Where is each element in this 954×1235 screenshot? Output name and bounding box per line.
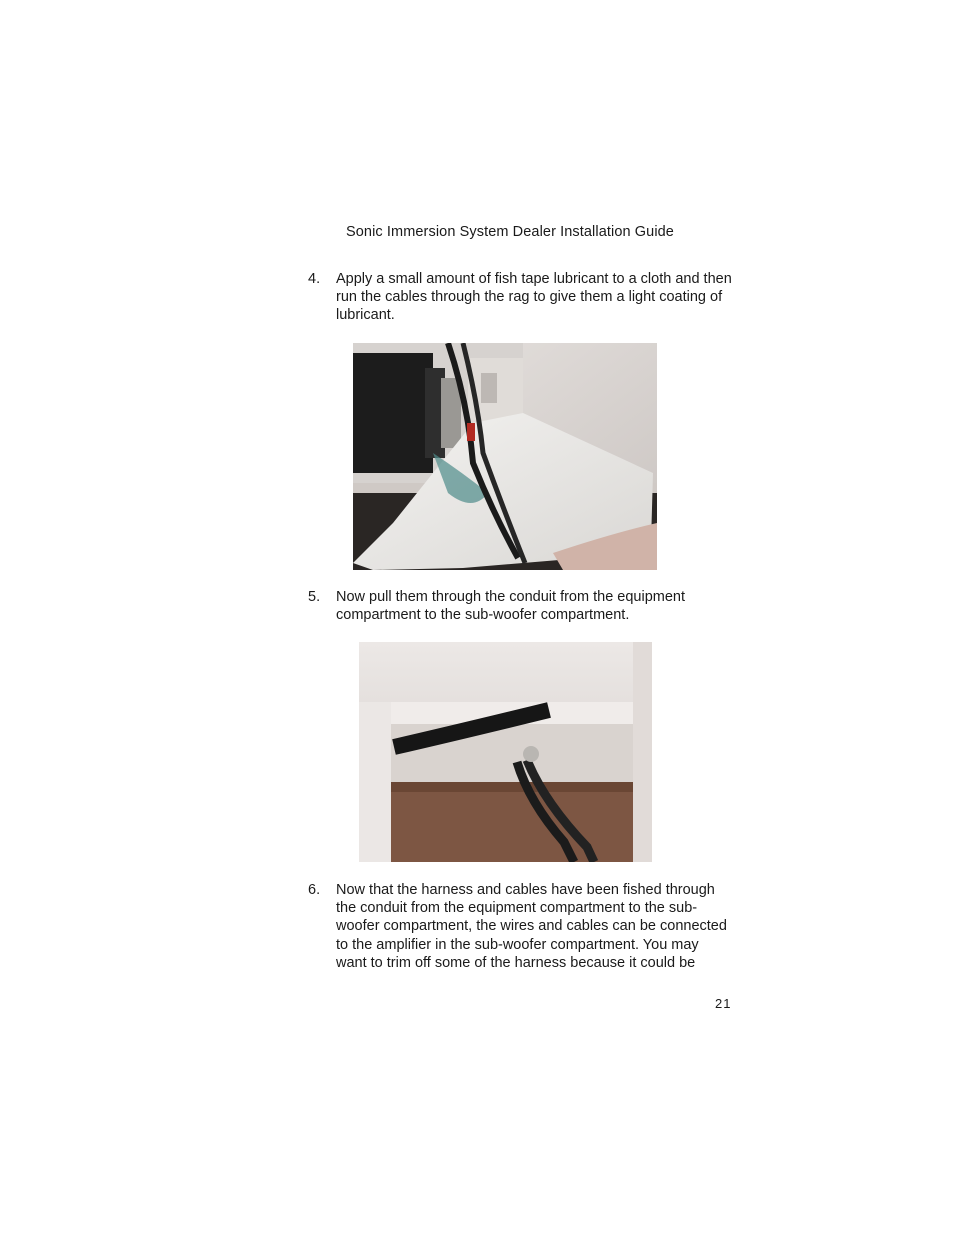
- page-header: Sonic Immersion System Dealer Installation Guide: [346, 224, 674, 240]
- step-4: [308, 270, 738, 325]
- step-text: Now pull them through the conduit from the equipment compartment to the sub-woofer compartment.: [336, 589, 686, 624]
- photo-cloth-lubricant: [353, 343, 657, 570]
- page-number: 21: [715, 996, 732, 1011]
- step-6: [308, 881, 738, 972]
- step-number: 5.: [308, 589, 321, 605]
- step-number: 6.: [308, 882, 321, 898]
- photo-conduit-cables: [359, 642, 652, 862]
- step-text: Now that the harness and cables have been fished through the conduit from the equipment compartment to the sub-woofer compartment, the wires and cables can be connected to the amplifier in the sub-woofer compartment. You may want to trim off some of the harness because it could be: [336, 882, 727, 971]
- step-5: [308, 588, 738, 624]
- step-text: Apply a small amount of fish tape lubricant to a cloth and then run the cables through the rag to give them a light coating of lubricant.: [336, 271, 732, 324]
- step-number: 4.: [308, 271, 321, 287]
